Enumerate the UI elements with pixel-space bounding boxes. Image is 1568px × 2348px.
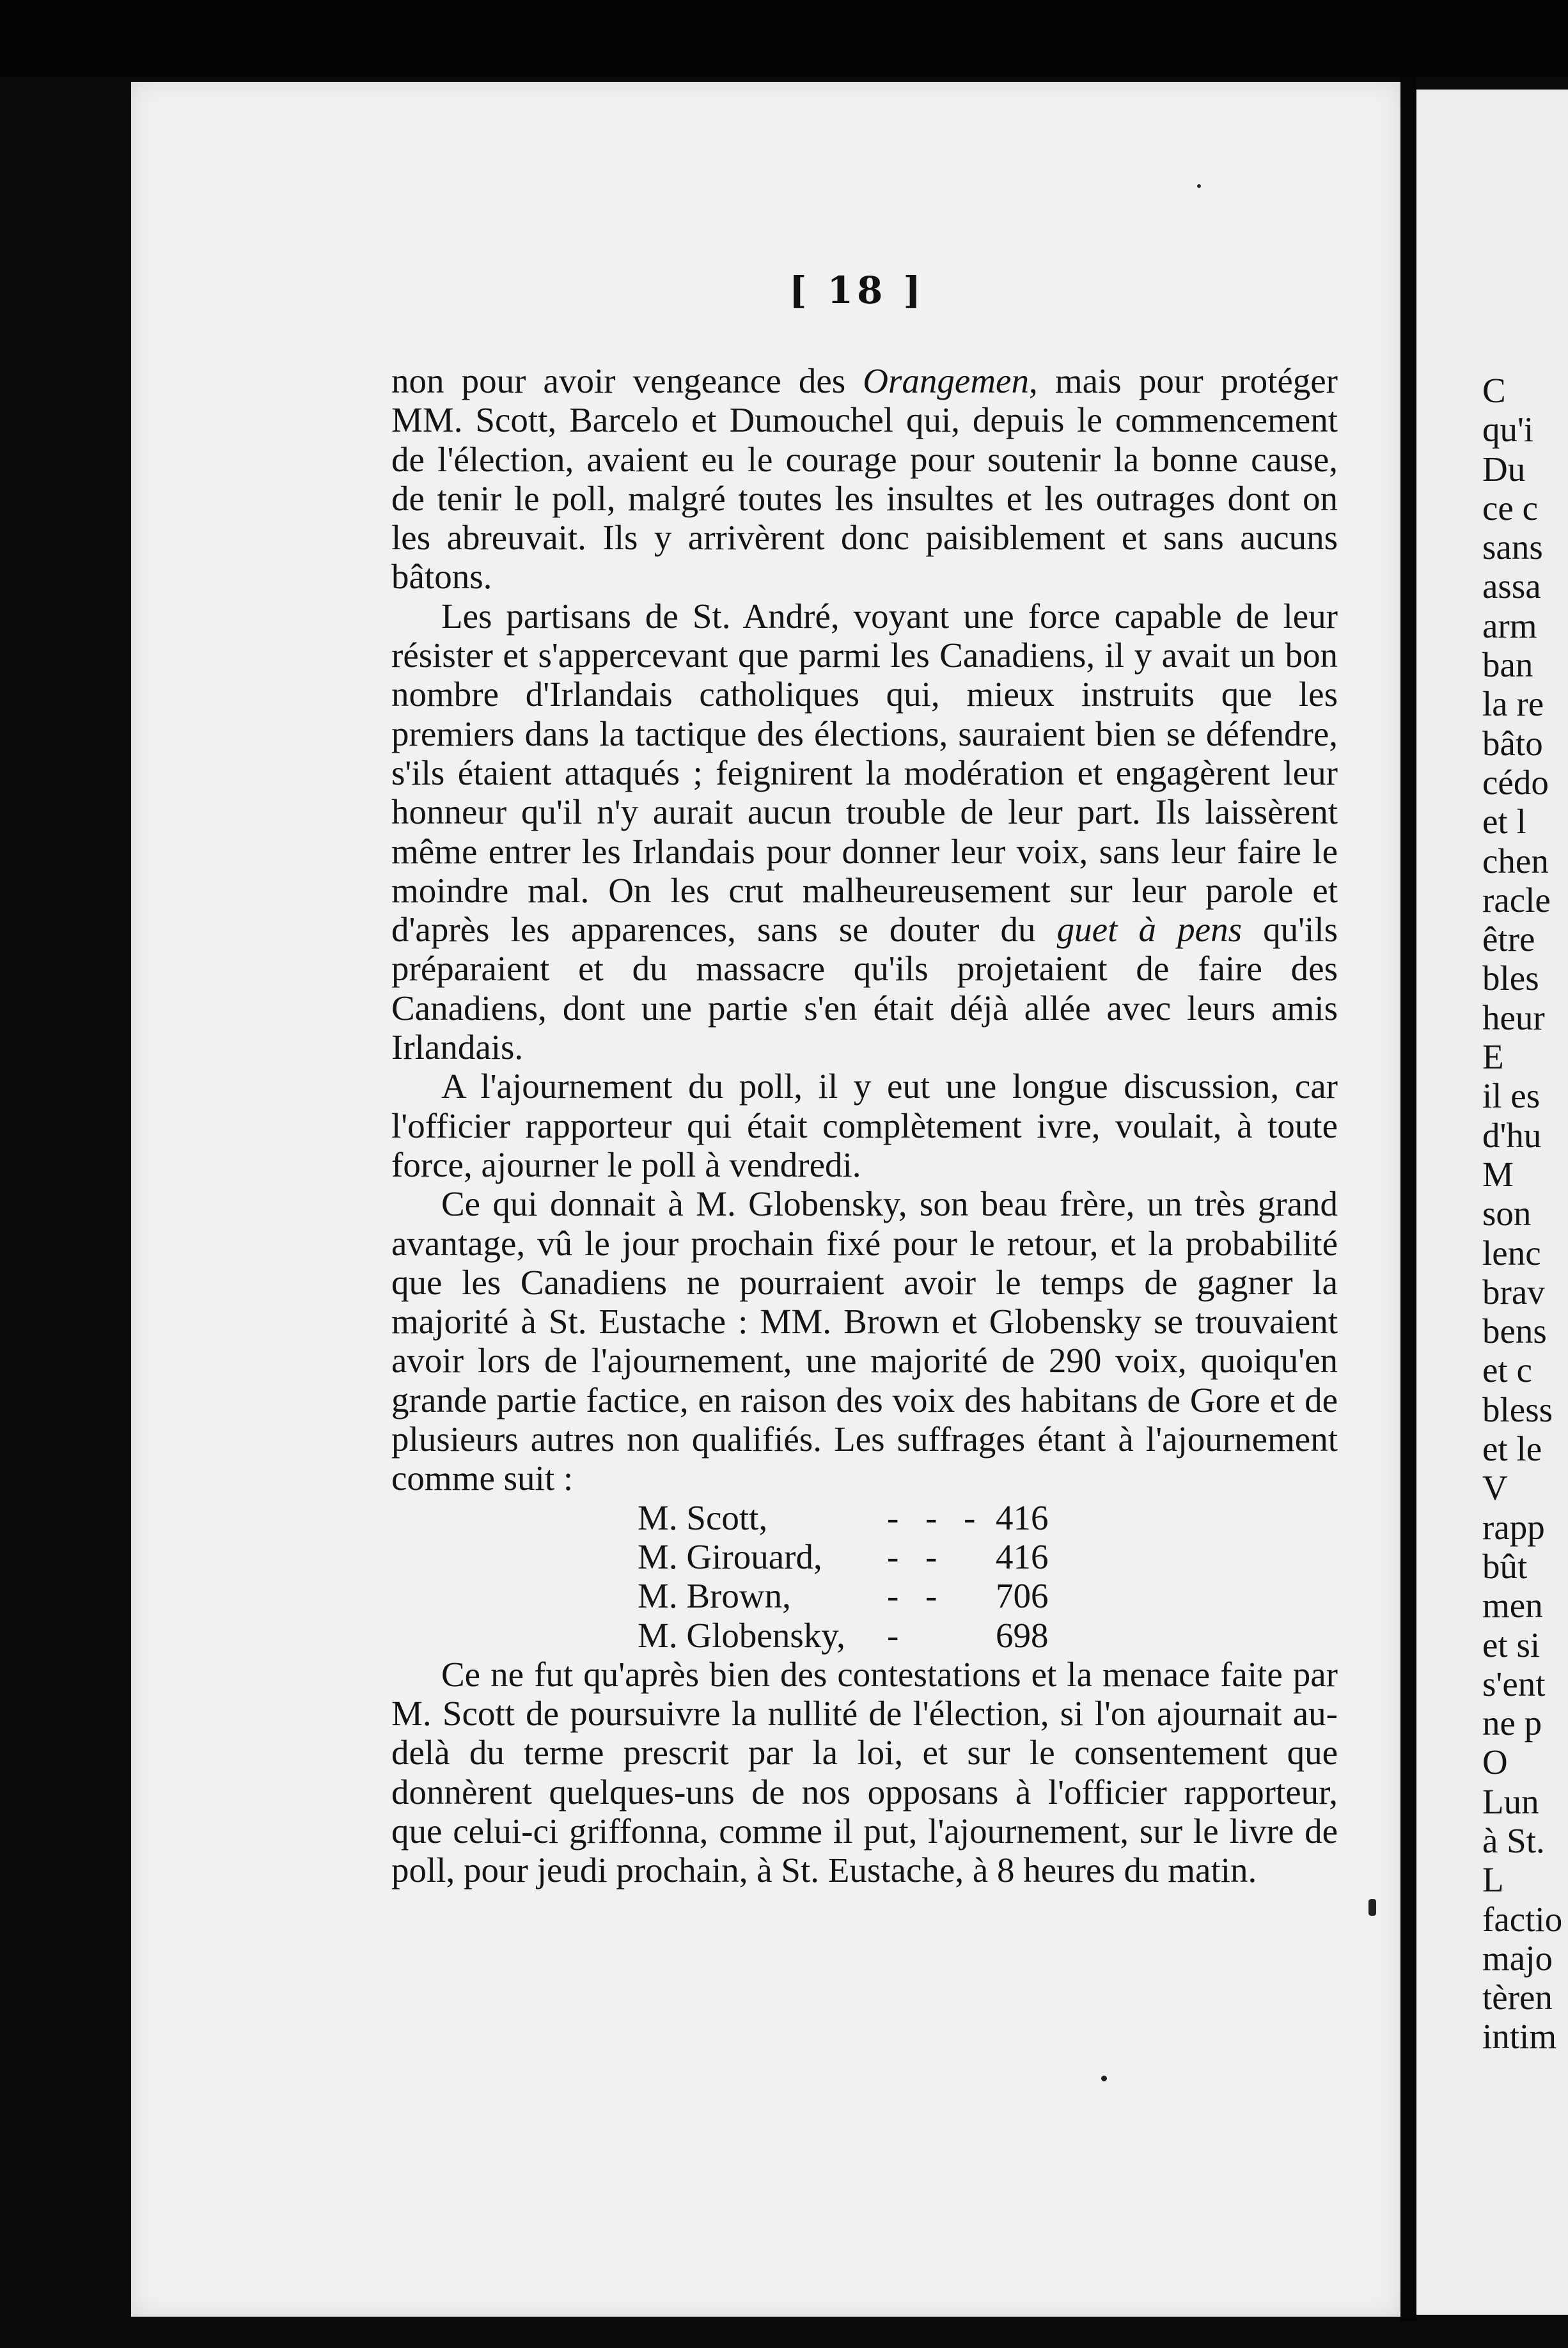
scan-speck — [1368, 1899, 1376, 1916]
body-text — [391, 361, 1338, 1890]
facing-page-fragment: à St. — [1482, 1820, 1545, 1860]
vote-count: 416 — [996, 1537, 1049, 1576]
leader-dashes: - - - — [887, 1498, 985, 1537]
facing-page-fragment: majo — [1482, 1938, 1553, 1978]
facing-page-fragment: assa — [1482, 567, 1541, 606]
paragraph-text: A l'ajournement du poll, il y eut une longue discussion, car l'officier rapporteur qui était complètement ivre, voulait, à toute force, ajourner le poll à vendredi. — [391, 1067, 1338, 1184]
facing-page-fragment: qu'i — [1482, 410, 1534, 450]
facing-page-fragment: bût — [1482, 1546, 1528, 1586]
facing-page-fragment: et le — [1482, 1429, 1542, 1469]
facing-page-fragment: heur — [1482, 998, 1545, 1037]
result-row — [638, 1537, 1338, 1576]
candidate-name: M. Globensky, — [638, 1615, 845, 1655]
paragraph-text: , mais pour protéger MM. Scott, Barcelo et Dumouchel qui, depuis le commencement de l'élection, avaient eu le courage pour soutenir la bonne cause, de tenir le poll, malgré toutes les insultes et les outrages dont on les abreuvait. Ils y arrivèrent donc paisiblement et sans aucuns bâtons. — [391, 361, 1338, 597]
facing-page-fragment: la re — [1482, 684, 1544, 724]
facing-page-fragment: bless — [1482, 1389, 1553, 1429]
facing-page-fragment: sans — [1482, 528, 1543, 567]
italic-term: Orangemen — [863, 361, 1029, 400]
facing-page-fragment: Lun — [1482, 1781, 1539, 1821]
facing-page-fragment: brav — [1482, 1272, 1545, 1311]
facing-page-fragment: être — [1482, 920, 1535, 959]
paragraph — [391, 1067, 1338, 1184]
facing-page-fragment: lenc — [1482, 1233, 1541, 1272]
paragraph: Ce ne fut qu'après bien des contestations et la menace faite par M. Scott de poursuivre la nullité de l'élection, si l'on ajournait au-delà du terme prescrit par la loi, et sur le consentement que donnèrent quelques-uns de nos opposans à l'officier rapporteur, que celui-ci griffonna, comme il put, l'ajournement, sur le livre de poll, pour jeudi prochain, à St. Eustache, à 8 heures du matin. — [391, 1654, 1338, 1890]
facing-page-fragment: et si — [1482, 1625, 1541, 1664]
facing-page-fragment: men — [1482, 1586, 1543, 1625]
candidate-name: M. Scott, — [638, 1498, 768, 1537]
facing-page-fragment: et l — [1482, 802, 1526, 841]
vote-results — [638, 1498, 1338, 1655]
facing-page-fragment: et c — [1482, 1350, 1532, 1390]
candidate-name: M. Brown, — [638, 1576, 791, 1616]
facing-page-fragment: chen — [1482, 841, 1549, 880]
scan-speck — [1101, 2076, 1107, 2081]
facing-page-fragment: bles — [1482, 959, 1539, 998]
facing-page-fragment: bâto — [1482, 723, 1543, 763]
candidate-name: M. Girouard, — [638, 1537, 822, 1576]
vote-count: 706 — [996, 1576, 1049, 1616]
facing-page-fragment: V — [1482, 1468, 1508, 1508]
facing-page-fragment: ce c — [1482, 488, 1538, 528]
paragraph-text: Ce qui donnait à M. Globensky, son beau frère, un très grand avantage, vû le jour prochain fixé pour le retour, et la probabilité que les Canadiens ne pourraient avoir le temps de gagner la majorité à St. Eustache : MM. Brown et Globensky se trouvaient avoir lors de l'ajournement, une majorité de 290 voix, quoiqu'en grande partie factice, en raison des voix des habitans de Gore et de plusieurs autres non qualifiés. Les suffrages étant à l'ajournement comme suit : — [391, 1184, 1338, 1498]
facing-page-fragment: O — [1482, 1742, 1508, 1782]
vote-count: 698 — [996, 1615, 1049, 1655]
facing-page-fragment: arm — [1482, 606, 1537, 645]
page-gutter — [1400, 77, 1416, 2321]
paragraph — [391, 597, 1338, 1067]
italic-term: guet à pens — [1056, 910, 1242, 950]
paragraph-text: Les partisans de St. André, voyant une force capable de leur résister et s'appercevant que parmi les Canadiens, il y avait un bon nombre d'Irlandais catholiques qui, mieux instruits que les premiers dans la tactique des élections, sauraient bien se défendre, s'ils étaient attaqués ; feignirent la modération et engagèrent leur honneur qu'il n'y aurait aucun trouble de leur part. Ils laissèrent même entrer les Irlandais pour donner leur voix, sans leur faire le moindre mal. On les crut malheureusement sur leur parole et d'après les apparences, sans se douter du — [391, 596, 1338, 950]
facing-page-fragment: C — [1482, 371, 1506, 410]
facing-page-fragment: s'ent — [1482, 1664, 1546, 1703]
vote-count: 416 — [996, 1498, 1049, 1537]
paragraph-text: non pour avoir vengeance des — [391, 361, 863, 400]
result-row — [638, 1616, 1338, 1655]
facing-page-fragment: racle — [1482, 880, 1551, 920]
facing-page-fragment: son — [1482, 1194, 1532, 1233]
facing-page-fragment: tèren — [1482, 1978, 1553, 2017]
facing-page-fragment: factio — [1482, 1899, 1563, 1939]
facing-page-fragment: bens — [1482, 1311, 1547, 1351]
scan-border — [0, 0, 1568, 77]
result-row — [638, 1576, 1338, 1615]
facing-page-fragment: L — [1482, 1860, 1504, 1900]
facing-page-fragment: M — [1482, 1154, 1514, 1194]
paragraph-text: qu'ils préparaient et du massacre qu'ils projetaient de faire des Canadiens, dont une partie s'en était déjà allée avec leurs amis Irlandais. — [391, 910, 1338, 1067]
facing-page-fragment: E — [1482, 1037, 1504, 1077]
leader-dashes: - - — [887, 1537, 946, 1576]
facing-page-fragment: il es — [1482, 1076, 1541, 1116]
facing-page-fragment: cédo — [1482, 762, 1549, 802]
result-row — [638, 1498, 1338, 1537]
scan-speck — [1197, 184, 1201, 188]
facing-page-text — [1482, 371, 1568, 2056]
page-number: [ 18 ] — [789, 269, 925, 312]
leader-dashes: - - — [887, 1576, 946, 1616]
paragraph — [391, 361, 1338, 597]
facing-page-fragment: intim — [1482, 2017, 1557, 2056]
facing-page-fragment: Du — [1482, 449, 1526, 489]
facing-page-fragment: rapp — [1482, 1507, 1545, 1547]
facing-page-fragment: ne p — [1482, 1703, 1542, 1743]
facing-page-fragment: d'hu — [1482, 1115, 1542, 1155]
facing-page-fragment: ban — [1482, 645, 1533, 685]
paragraph — [391, 1184, 1338, 1498]
leader-dashes: - — [887, 1615, 908, 1655]
